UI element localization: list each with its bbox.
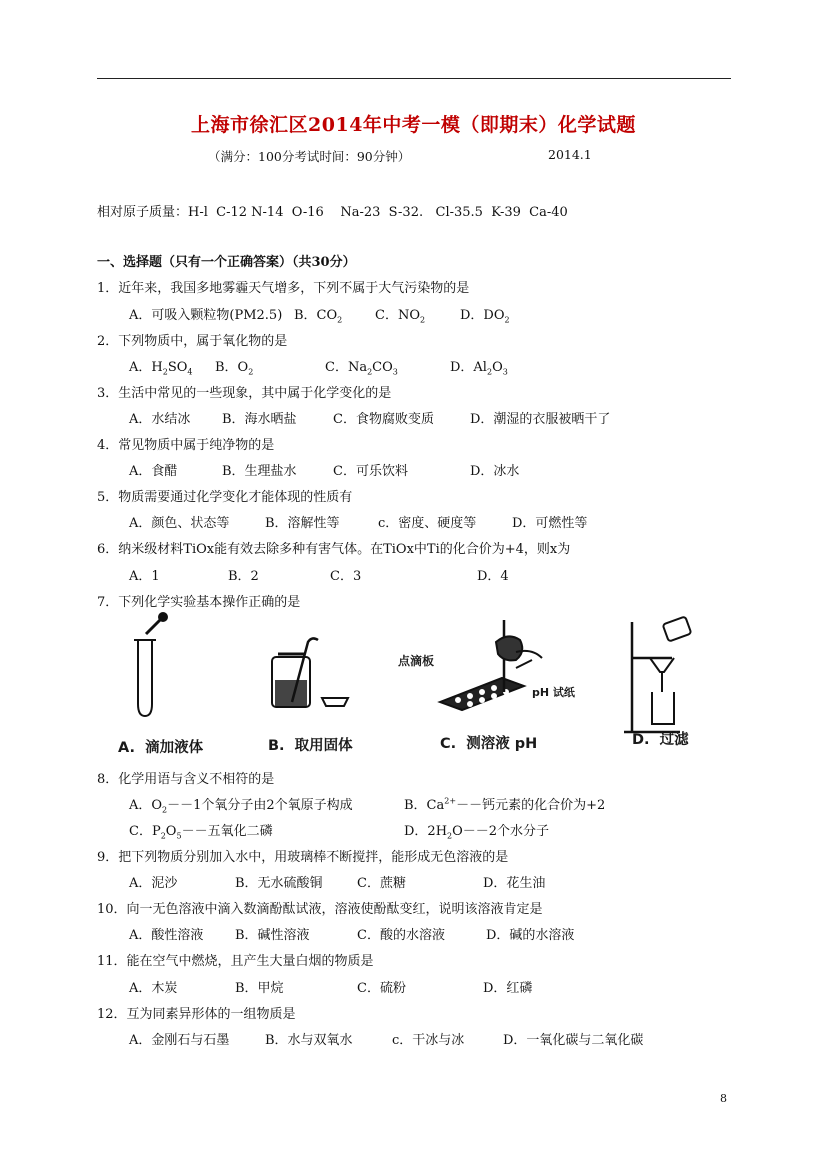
section-heading: 一、选择题（只有一个正确答案）（共30分） [97, 255, 356, 270]
q3-option-d: D．潮湿的衣服被晒干了 [470, 412, 611, 427]
q5-option-a: A．颜色、状态等 [129, 516, 230, 531]
q6-option-c: C．3 [330, 569, 362, 584]
q11-option-b: B．甲烷 [235, 981, 284, 996]
q12-option-b: B．水与双氧水 [265, 1033, 353, 1048]
q12-option-c: c．干冰与冰 [392, 1033, 465, 1048]
atomic-masses: 相对原子质量：H-l C-12 N-14 O-16 Na-23 S-32. Cl-35.5 K-39 Ca-40 [97, 205, 568, 220]
q6-option-b: B．2 [228, 569, 259, 584]
page-title: 上海市徐汇区2014年中考一模（即期末）化学试题 [191, 114, 636, 136]
q8-option-b: B．$Ca^{2+}--$钙元素的化合价为+2 [404, 796, 606, 813]
q1-option-d: D．$DO_2$ [460, 308, 510, 325]
lab-operations-figure [112, 612, 732, 762]
exam-date: 2014.1 [548, 147, 592, 162]
q5-option-d: D．可燃性等 [512, 516, 588, 531]
question-8-stem: 8．化学用语与含义不相符的是 [97, 772, 275, 787]
question-1-stem: 1．近年来，我国多地雾霾天气增多，下列不属于大气污染物的是 [97, 281, 470, 296]
q10-option-b: B．碱性溶液 [235, 928, 310, 943]
question-3-stem: 3．生活中常见的一些现象，其中属于化学变化的是 [97, 386, 392, 401]
q5-option-c: c．密度、硬度等 [378, 516, 477, 531]
q4-option-b: B．生理盐水 [222, 464, 297, 479]
q12-option-a: A．金刚石与石墨 [129, 1033, 230, 1048]
q11-option-c: C．硫粉 [357, 981, 406, 996]
question-6-stem: 6．纳米级材料TiOx能有效去除多种有害气体。在TiOx中Ti的化合价为+4，则x为 [97, 542, 571, 557]
page-number: 8 [720, 1092, 727, 1105]
exam-info: （满分：100分考试时间：90分钟） [208, 149, 411, 164]
filtration-stand-icon [624, 616, 691, 732]
q5-option-b: B．溶解性等 [265, 516, 340, 531]
question-10-stem: 10．向一无色溶液中滴入数滴酚酞试液，溶液使酚酞变红，说明该溶液肯定是 [97, 902, 543, 917]
q4-option-a: A．食醋 [129, 464, 178, 479]
q7-caption-b: B. 取用固体 [268, 738, 353, 754]
question-12-stem: 12．互为同素异形体的一组物质是 [97, 1007, 296, 1022]
q9-option-a: A．泥沙 [129, 876, 178, 891]
q8-option-a: A．$O_2--1$个氧分子由2个氧原子构成 [129, 798, 353, 815]
header-rule [97, 78, 731, 79]
q1-option-a: A．可吸入颗粒物(PM2.5) [129, 308, 283, 323]
q10-option-a: A．酸性溶液 [129, 928, 204, 943]
q6-option-d: D．4 [477, 569, 509, 584]
question-9-stem: 9．把下列物质分别加入水中，用玻璃棒不断搅拌，能形成无色溶液的是 [97, 850, 509, 865]
q11-option-a: A．木炭 [129, 981, 178, 996]
spot-plate-icon [440, 620, 542, 710]
question-7-stem: 7．下列化学实验基本操作正确的是 [97, 595, 301, 610]
q7-caption-c: C. 测溶液 pH [440, 736, 538, 752]
q4-option-c: C．可乐饮料 [333, 464, 408, 479]
q3-option-c: C．食物腐败变质 [333, 412, 434, 427]
q9-option-c: C．蔗糖 [357, 876, 406, 891]
q2-option-b: B．$O_2$ [215, 360, 254, 377]
q6-option-a: A．1 [129, 569, 160, 584]
question-5-stem: 5．物质需要通过化学变化才能体现的性质有 [97, 490, 353, 505]
q1-option-b: B．$CO_2$ [294, 308, 343, 325]
q3-option-a: A．水结冰 [129, 412, 191, 427]
q12-option-d: D．一氧化碳与二氧化碳 [503, 1033, 644, 1048]
ph-paper-label: pH 试纸 [532, 686, 575, 699]
q9-option-d: D．花生油 [483, 876, 546, 891]
question-11-stem: 11．能在空气中燃烧，且产生大量白烟的物质是 [97, 954, 374, 969]
q10-option-d: D．碱的水溶液 [486, 928, 575, 943]
q2-option-c: C．$Na_2CO_3$ [325, 360, 398, 377]
reagent-jar-icon [272, 638, 348, 707]
q2-option-d: D．$Al_2O_3$ [450, 360, 508, 377]
q8-option-d: D．$2H_2O--2$个水分子 [404, 824, 550, 841]
q7-caption-a: A. 滴加液体 [118, 740, 204, 756]
q7-caption-d: D. 过滤 [632, 732, 689, 748]
q8-option-c: C．$P_2O_5--$五氧化二磷 [129, 824, 273, 841]
q10-option-c: C．酸的水溶液 [357, 928, 445, 943]
q2-option-a: A．$H_2SO_4$ [129, 360, 193, 377]
q11-option-d: D．红磷 [483, 981, 533, 996]
q3-option-b: B．海水晒盐 [222, 412, 297, 427]
question-4-stem: 4．常见物质中属于纯净物的是 [97, 438, 275, 453]
q1-option-c: C．$NO_2$ [375, 308, 426, 325]
q4-option-d: D．冰水 [470, 464, 520, 479]
q9-option-b: B．无水硫酸铜 [235, 876, 323, 891]
dropper-testtube-icon [134, 613, 167, 716]
spot-plate-label: 点滴板 [398, 654, 435, 668]
question-2-stem: 2．下列物质中，属于氧化物的是 [97, 334, 288, 349]
